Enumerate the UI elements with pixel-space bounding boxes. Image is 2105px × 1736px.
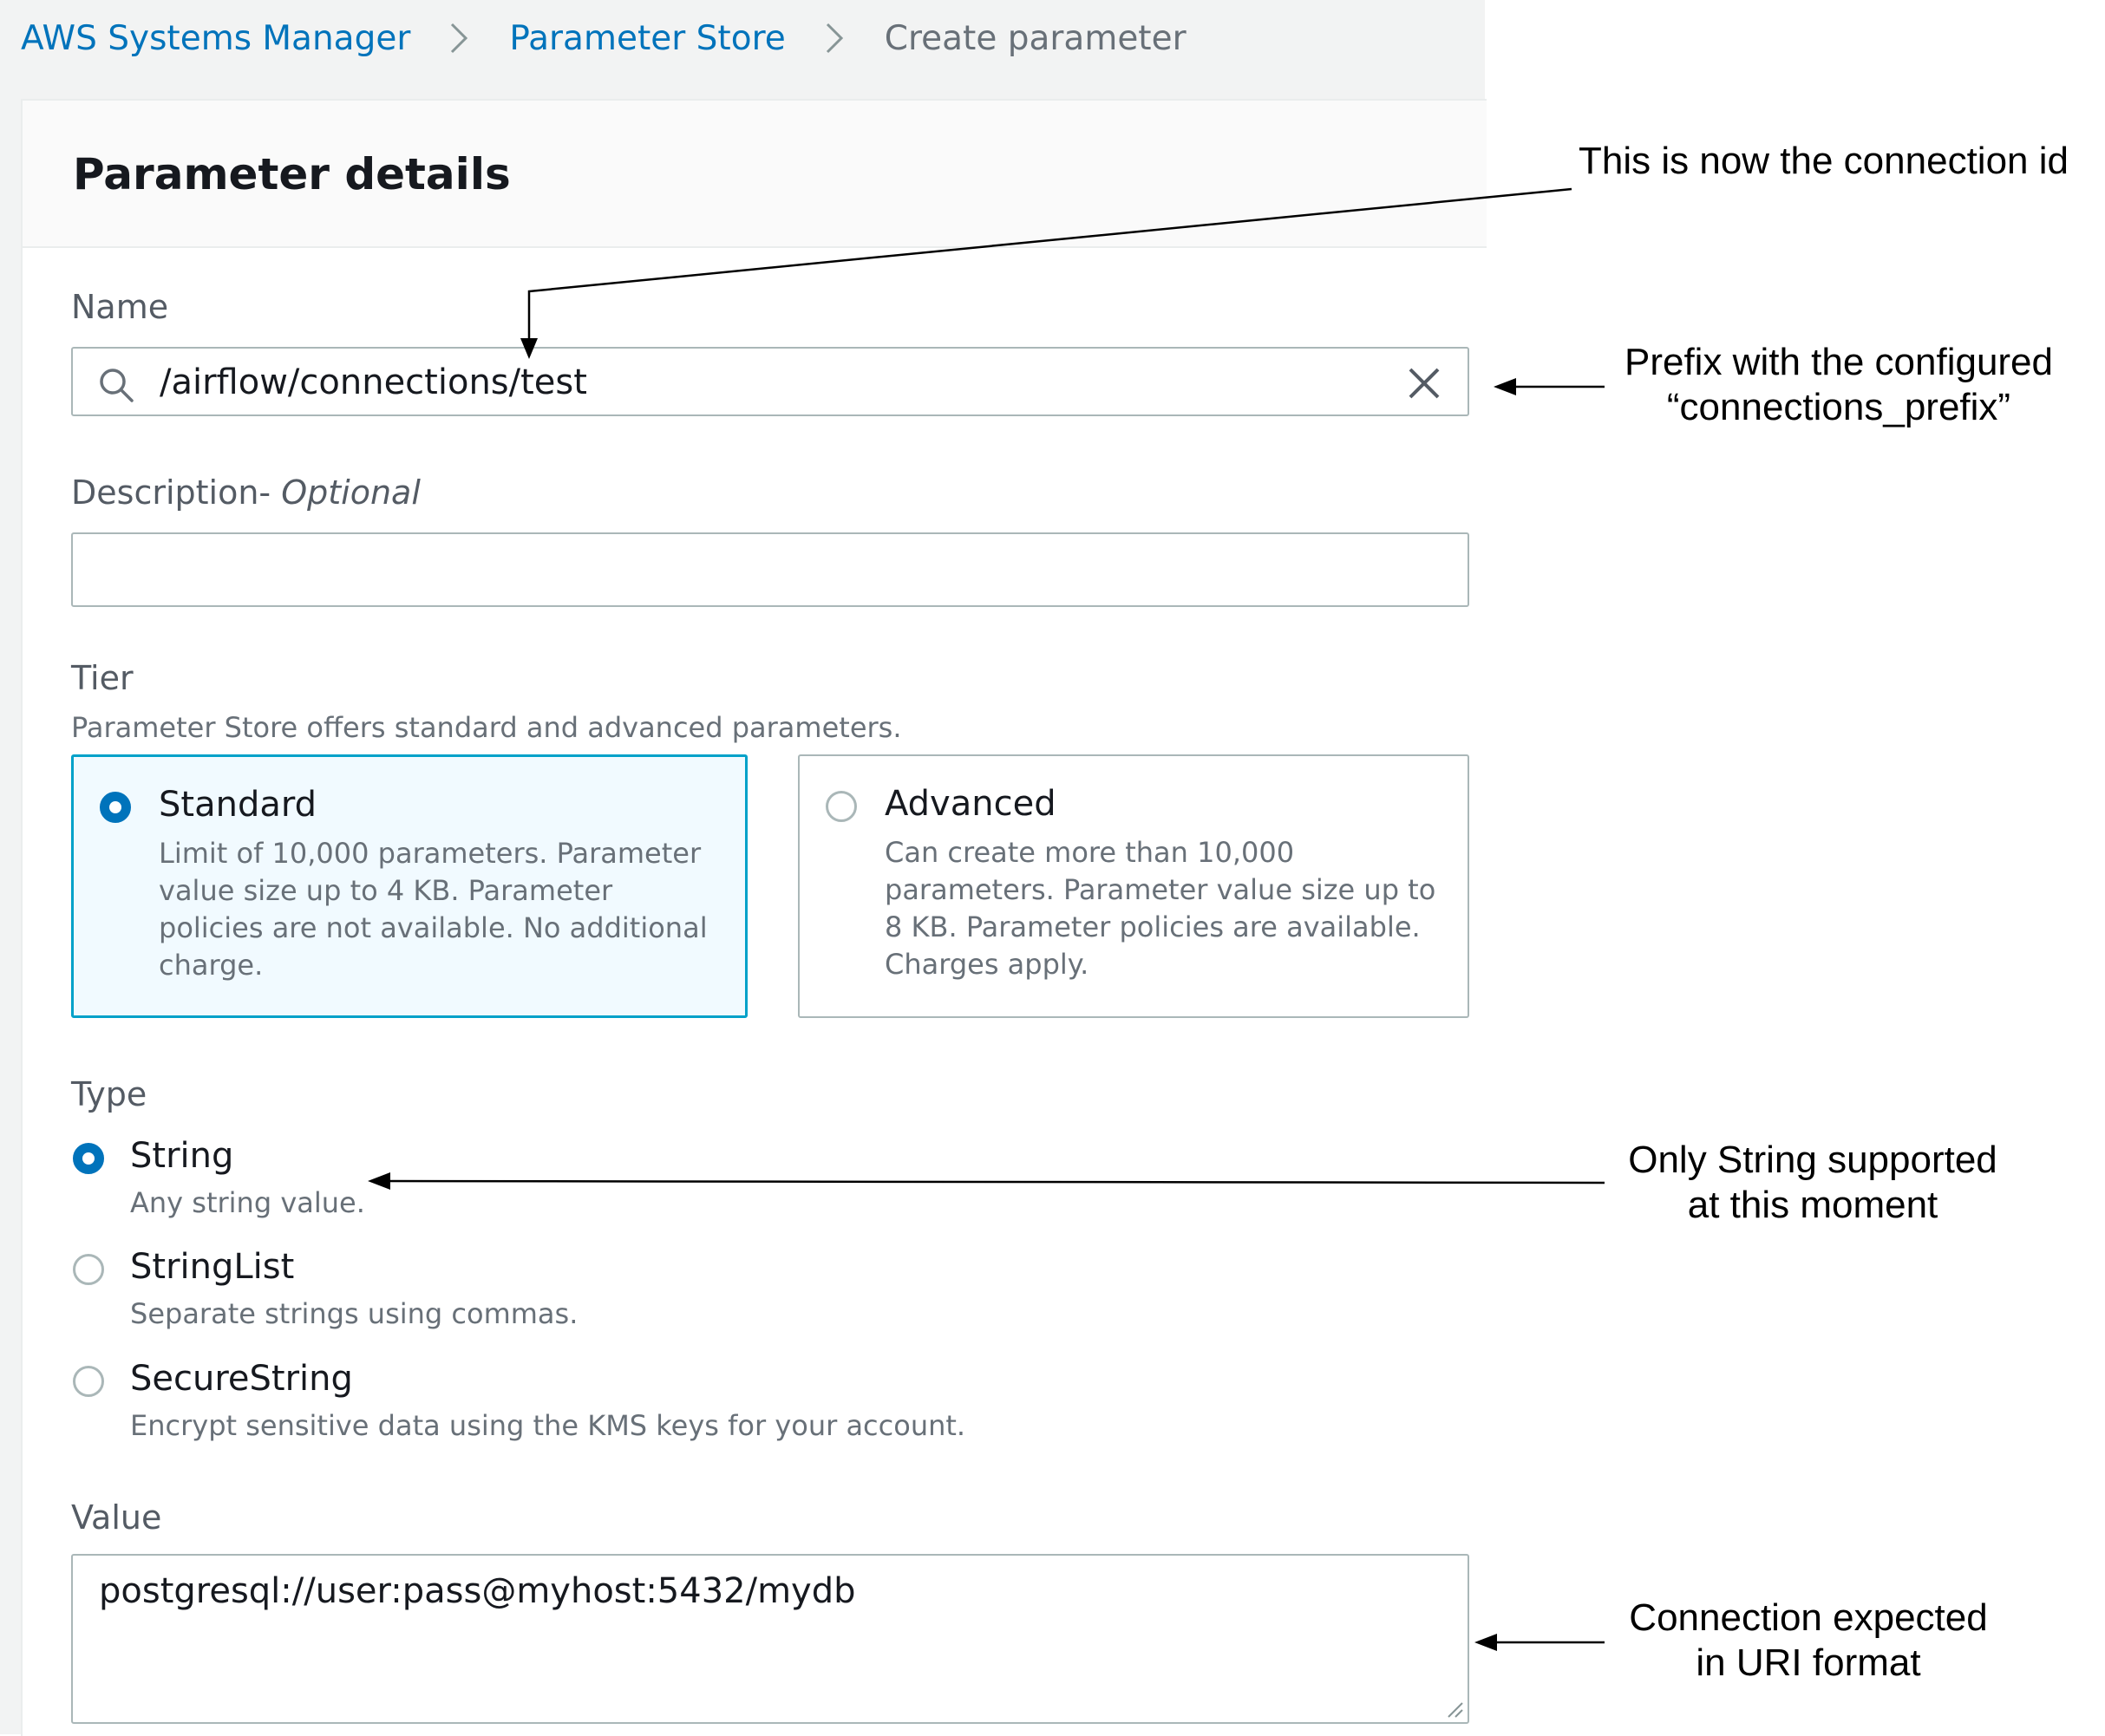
tier-standard-description: Limit of 10,000 parameters. Parameter value size up to 4 KB. Parameter policies are not available. No additional charge.	[159, 837, 708, 982]
radio-standard[interactable]	[100, 792, 131, 823]
tier-label: Tier	[71, 659, 134, 697]
search-icon	[97, 366, 135, 404]
tier-description: Parameter Store offers standard and advanced parameters.	[71, 711, 902, 744]
type-string-title: String	[130, 1136, 234, 1176]
optional-label: Optional	[281, 473, 421, 512]
tier-advanced-title: Advanced	[885, 784, 1056, 824]
breadcrumb-link-parameter-store[interactable]: Parameter Store	[509, 18, 786, 58]
type-securestring-description: Encrypt sensitive data using the KMS keys for your account.	[130, 1409, 966, 1442]
breadcrumb	[21, 14, 1187, 62]
close-icon[interactable]	[1403, 362, 1445, 404]
type-label: Type	[71, 1075, 147, 1113]
type-securestring-title: SecureString	[130, 1359, 353, 1399]
type-stringlist-title: StringList	[130, 1247, 295, 1287]
description-label: Description- Optional	[71, 473, 421, 512]
panel-title: Parameter details	[73, 149, 511, 199]
chevron-right-icon	[436, 21, 483, 55]
radio-advanced[interactable]	[826, 791, 857, 822]
description-input[interactable]	[71, 532, 1469, 607]
radio-stringlist[interactable]	[73, 1254, 104, 1285]
tier-card-standard[interactable]	[71, 754, 748, 1018]
value-textarea[interactable]	[71, 1554, 1469, 1724]
radio-securestring[interactable]	[73, 1366, 104, 1397]
breadcrumb-link-systems-manager[interactable]: AWS Systems Manager	[21, 18, 411, 58]
type-stringlist-description: Separate strings using commas.	[130, 1297, 579, 1330]
name-input[interactable]	[71, 347, 1469, 416]
annotation-connection-id: This is now the connection id	[1579, 140, 2069, 182]
tier-standard-title: Standard	[159, 785, 317, 825]
tier-advanced-description: Can create more than 10,000 parameters. Parameter value size up to 8 KB. Parameter policies are available. Charges apply.	[885, 836, 1436, 981]
radio-string[interactable]	[73, 1143, 104, 1174]
tier-card-advanced[interactable]	[798, 754, 1469, 1018]
value-label: Value	[71, 1498, 162, 1537]
annotation-string: Only String supported at this moment	[1628, 1139, 1997, 1226]
annotation-uri: Connection expected in URI format	[1629, 1596, 1988, 1684]
resize-grip-icon[interactable]	[1443, 1698, 1464, 1719]
annotation-prefix: Prefix with the configured “connections_prefix”	[1624, 341, 2054, 428]
type-string-description: Any string value.	[130, 1186, 365, 1219]
value-text: postgresql://user:pass@myhost:5432/mydb	[99, 1571, 856, 1611]
name-input-value: /airflow/connections/test	[160, 362, 587, 402]
chevron-right-icon	[812, 21, 859, 55]
panel-header	[23, 101, 1487, 248]
breadcrumb-current: Create parameter	[884, 18, 1187, 58]
name-label: Name	[71, 288, 169, 326]
